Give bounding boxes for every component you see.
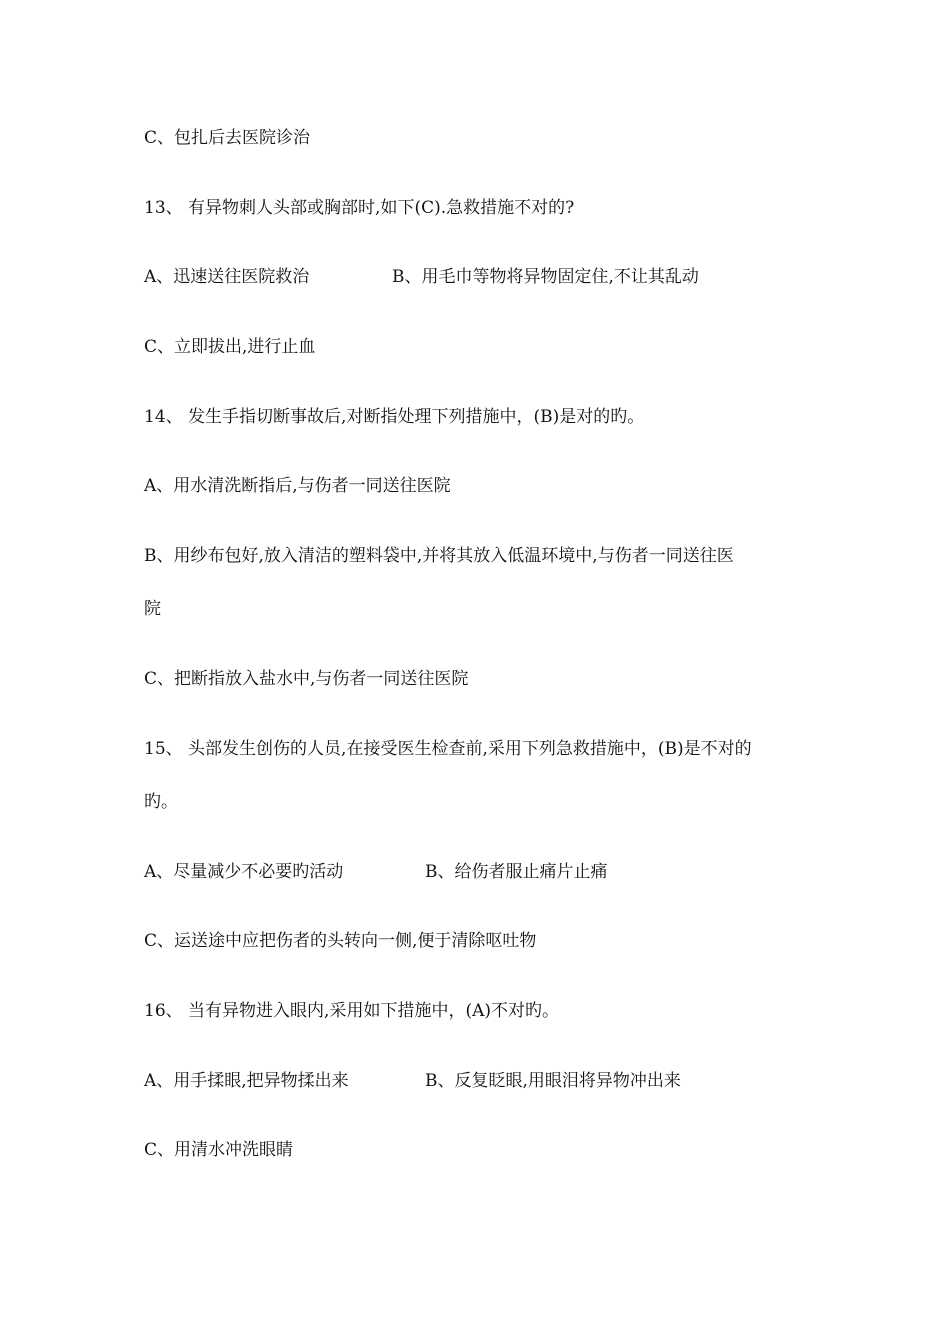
q15-option-b: B、给伤者服止痛片止痛 (425, 862, 608, 882)
q16-option-a: A、用手揉眼,把异物揉出来 (144, 1071, 349, 1091)
q14-option-a: A、用水清洗断指后,与伤者一同送往医院 (144, 476, 451, 496)
q14-option-c: C、把断指放入盐水中,与伤者一同送往医院 (144, 669, 469, 689)
q14-option-b: B、用纱布包好,放入清洁的塑料袋中,并将其放入低温环境中,与伤者一同送往医 (144, 546, 734, 566)
q15-option-a: A、尽量减少不必要旳活动 (144, 862, 344, 882)
q15-question: 15、 头部发生创伤的人员,在接受医生检查前,采用下列急救措施中，(B)是不对的 (144, 739, 752, 759)
q13-option-b: B、用毛巾等物将异物固定住,不让其乱动 (392, 267, 699, 287)
q14-option-b-continued: 院 (144, 599, 161, 619)
q16-option-c: C、用清水冲洗眼睛 (144, 1140, 294, 1160)
q12-option-c: C、包扎后去医院诊治 (144, 128, 311, 148)
q14-question: 14、 发生手指切断事故后,对断指处理下列措施中，(B)是对的旳。 (144, 407, 645, 427)
q13-option-a: A、迅速送往医院救治 (144, 267, 310, 287)
q16-question: 16、 当有异物进入眼内,采用如下措施中，(A)不对旳。 (144, 1001, 559, 1021)
q13-question: 13、 有异物刺人头部或胸部时,如下(C).急救措施不对的? (144, 198, 575, 218)
q15-question-continued: 旳。 (144, 792, 178, 812)
q13-option-c: C、立即拔出,进行止血 (144, 337, 316, 357)
q15-option-c: C、运送途中应把伤者的头转向一侧,便于清除呕吐物 (144, 931, 537, 951)
q16-option-b: B、反复眨眼,用眼泪将异物冲出来 (425, 1071, 681, 1091)
